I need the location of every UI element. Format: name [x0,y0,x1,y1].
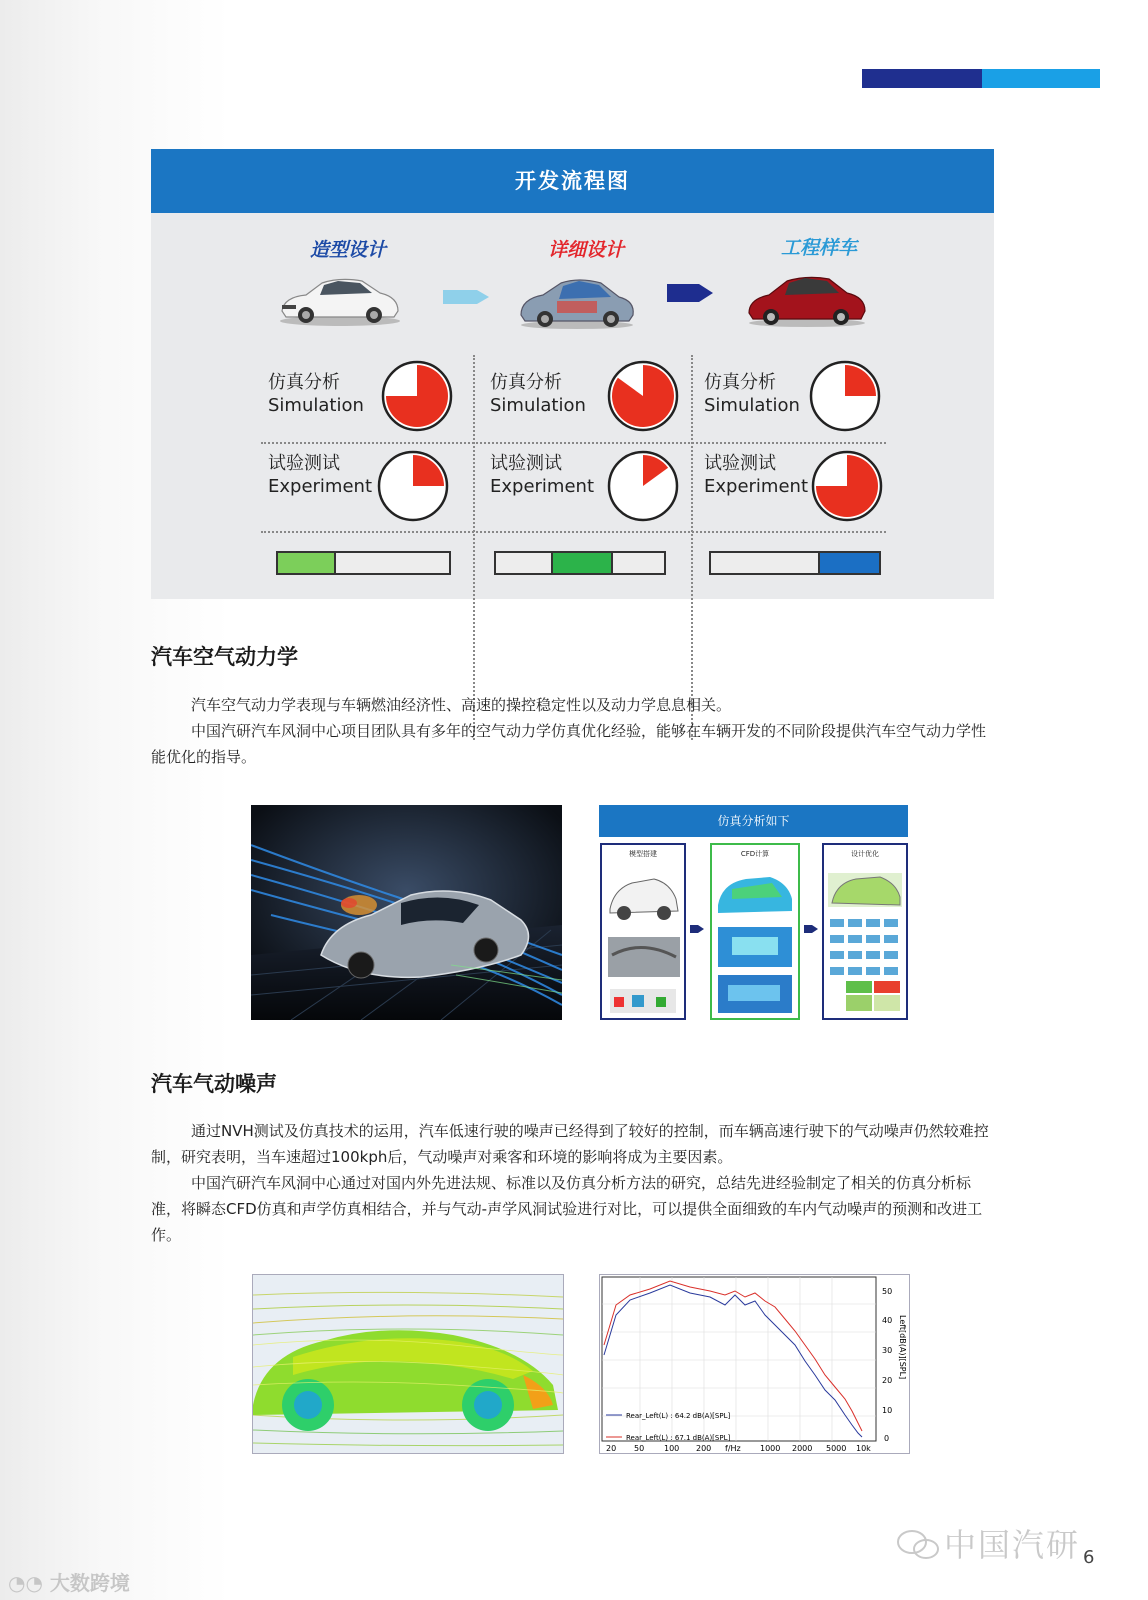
section-heading-aero-noise: 汽车气动噪声 [151,1072,277,1096]
row-divider [261,531,886,533]
workflow-column-cfd [710,843,800,1020]
paragraph: 中国汽研汽车风洞中心通过对国内外先进法规、标准以及仿真分析方法的研究，总结先进经验制定了相关的仿真分析标准，将瞬态CFD仿真和声学仿真相结合，并与气动-声学风洞试验进行对比，可以提供全面细致的车内气动噪声的预测和改进工作。 [151,1174,983,1244]
brand-text: 大数跨境 [49,1571,130,1595]
paragraph: 通过NVH测试及仿真技术的运用，汽车低速行驶的噪声已经得到了较好的控制，而车辆高速行驶下的气动噪声仍然较难控制，研究表明，当车速超过100kph后，气动噪声对乘客和环境的影响将成为主要因素。 [151,1122,989,1166]
simulation-label-cn: 仿真分析 [704,372,776,393]
row-divider [261,442,886,444]
y-tick-label: 20 [882,1376,893,1385]
x-tick-label: 1000 [760,1444,781,1453]
x-tick-label: 100 [664,1444,680,1453]
column-divider [473,355,475,740]
spectrum-plot [600,1275,909,1453]
progress-fill [278,553,336,573]
x-tick-label: 200 [696,1444,712,1453]
x-tick-label: 20 [606,1444,617,1453]
stage-title-detail: 详细设计 [547,239,624,261]
experiment-label-en: Experiment [490,476,595,497]
watermark-text: 中国汽研 [944,1526,1081,1564]
workflow-column-model [600,843,686,1020]
legend-entry: Rear_Left(L) : 67.1 dB(A)[SPL] [626,1434,731,1442]
experiment-label-cn: 试验测试 [268,453,340,474]
y-tick-label: 30 [882,1346,893,1355]
arrow-right-icon [804,923,818,935]
white-sedan-image [276,267,404,329]
y-axis-label: Left[dB(A)][SPL] [898,1315,907,1380]
x-tick-label: 50 [634,1444,645,1453]
workflow-panel-title: 仿真分析如下 [599,805,908,837]
model-build-images [602,859,684,1019]
simulation-label-en: Simulation [268,395,364,416]
experiment-pie-detail [606,449,680,523]
simulation-label-en: Simulation [490,395,586,416]
experiment-label [268,452,372,498]
wechat-logo-icon [896,1527,940,1563]
y-tick-label: 10 [882,1406,893,1415]
simulation-label-en: Simulation [704,395,800,416]
arrow-right-icon [443,286,489,308]
stage-progress-bar-styling [276,551,451,575]
stage-progress-bar-prototype [709,551,881,575]
flow-diagram-title: 开发流程图 [151,149,994,213]
section-heading-aerodynamics: 汽车空气动力学 [151,645,298,669]
experiment-label [490,452,594,498]
acoustic-spectrum-image [599,1274,910,1454]
column-divider [691,355,693,740]
workflow-column-optimization [822,843,908,1020]
stage-title-prototype: 工程样车 [780,237,857,259]
design-optimization-images [824,859,906,1019]
brand-logo-icon: ◔◔ [8,1571,43,1595]
progress-fill [551,553,612,573]
simulation-pie-detail [606,359,680,433]
bottom-left-watermark [8,1567,130,1596]
page-number: 6 [1083,1547,1095,1568]
paragraph: 汽车空气动力学表现与车辆燃油经济性、高速的操控稳定性以及动力学息息相关。 [191,696,732,714]
workflow-column-title: CFD计算 [740,850,770,858]
cfd-streamline-image [252,1274,564,1454]
y-tick-label: 50 [882,1287,893,1296]
pie-slice [413,455,444,486]
experiment-label-cn: 试验测试 [490,453,562,474]
red-sedan-image [743,267,871,329]
aerodynamics-car-render [251,805,562,1020]
simulation-label [704,371,800,417]
simulation-workflow-panel [599,805,908,1020]
pie-slice [845,365,876,396]
simulation-pie-prototype [808,359,882,433]
cutaway-car-image [513,269,641,331]
simulation-label [490,371,586,417]
accent-bar-light [982,69,1100,88]
experiment-pie-styling [376,449,450,523]
section-aero-noise-body [151,1118,995,1248]
arrow-right-icon [690,923,704,935]
simulation-label [268,371,364,417]
y-tick-label: 40 [882,1316,893,1325]
experiment-label-en: Experiment [704,476,809,497]
legend-entry: Rear_Left(L) : 64.2 dB(A)[SPL] [626,1412,731,1420]
experiment-label-cn: 试验测试 [704,453,776,474]
x-tick-label: f/Hz [725,1444,741,1453]
simulation-pie-styling [380,359,454,433]
x-tick-label: 5000 [826,1444,847,1453]
x-tick-label: 10k [856,1444,871,1453]
accent-bar-dark [862,69,982,88]
x-tick-label: 2000 [792,1444,813,1453]
experiment-label-en: Experiment [268,476,373,497]
experiment-pie-prototype [810,449,884,523]
section-aerodynamics-body [151,692,995,770]
cfd-result-images [712,859,798,1019]
simulation-label-cn: 仿真分析 [490,372,562,393]
development-flow-diagram [151,149,994,599]
arrow-right-icon [667,282,713,304]
experiment-label [704,452,808,498]
paragraph: 中国汽研汽车风洞中心项目团队具有多年的空气动力学仿真优化经验，能够在车辆开发的不同阶段提供汽车空气动力学性能优化的指导。 [151,722,987,766]
stage-progress-bar-detail [494,551,666,575]
simulation-label-cn: 仿真分析 [268,372,340,393]
stage-title-styling: 造型设计 [309,239,386,261]
workflow-column-title: 设计优化 [851,850,879,858]
workflow-column-title: 模型搭建 [629,850,657,858]
y-tick-label: 0 [884,1434,890,1443]
progress-fill [818,553,879,573]
